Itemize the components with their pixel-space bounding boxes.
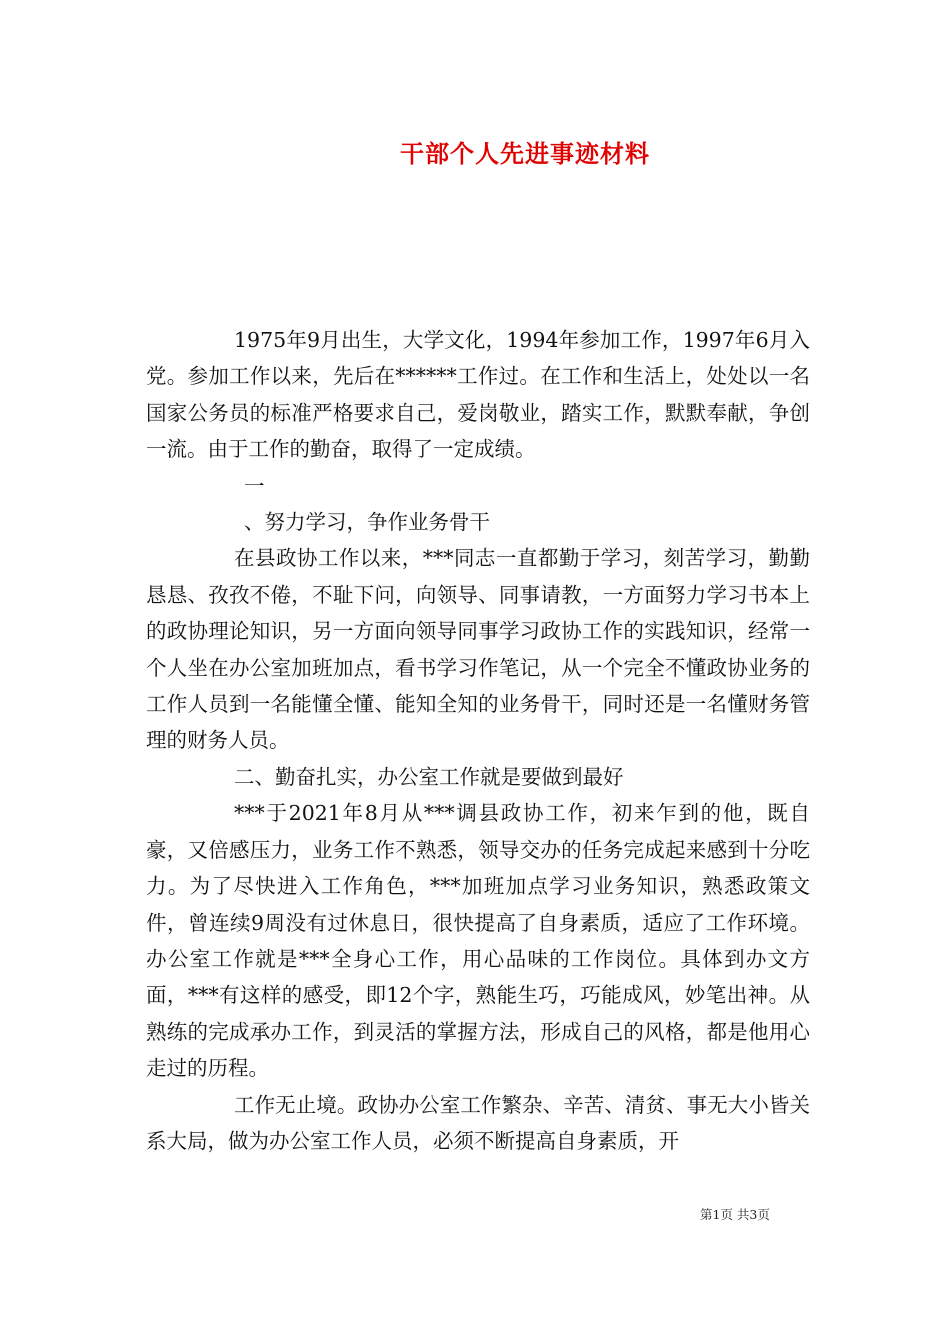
section-two-heading: 二、勤奋扎实，办公室工作就是要做到最好 xyxy=(234,764,624,789)
paragraph-no-end: 工作无止境。政协办公室工作繁杂、辛苦、清贫、事无大小皆关系大局，做为办公室工作人员，必须不断提高自身素质，开 xyxy=(146,1092,810,1153)
document-title: 干部个人先进事迹材料 xyxy=(400,139,650,168)
document-body xyxy=(146,322,810,1159)
page-number-footer: 第1页 共3页 xyxy=(700,1207,770,1222)
paragraph-intro: 1975年9月出生，大学文化，1994年参加工作，1997年6月入党。参加工作以来，先后在******工作过。在工作和生活上，处处以一名国家公务员的标准严格要求自己，爱岗敬业，踏实工作，默默奉献，争创一流。由于工作的勤奋，取得了一定成绩。 xyxy=(146,328,810,462)
section-one-number: 一 xyxy=(244,473,265,498)
paragraph-study: 在县政协工作以来，***同志一直都勤于学习，刻苦学习，勤勤恳恳、孜孜不倦，不耻下问，向领导、同事请教，一方面努力学习书本上的政协理论知识，另一方面向领导同事学习政协工作的实践知识，经常一个人坐在办公室加班加点，看书学习作笔记，从一个完全不懂政协业务的工作人员到一名能懂全懂、能知全知的业务骨干，同时还是一名懂财务管理的财务人员。 xyxy=(146,546,810,753)
section-one-heading: 、努力学习，争作业务骨干 xyxy=(244,510,490,535)
paragraph-office-work: ***于2021年8月从***调县政协工作，初来乍到的他，既自豪，又倍感压力，业务工作不熟悉，领导交办的任务完成起来感到十分吃力。为了尽快进入工作角色，***加班加点学习业务知识，熟悉政策文件，曾连续9周没有过休息日，很快提高了自身素质，适应了工作环境。办公室工作就是***全身心工作，用心品味的工作岗位。具体到办文方面，***有这样的感受，即12个字，熟能生巧，巧能成风，妙笔出神。从熟练的完成承办工作，到灵活的掌握方法，形成自己的风格，都是他用心走过的历程。 xyxy=(146,801,810,1081)
